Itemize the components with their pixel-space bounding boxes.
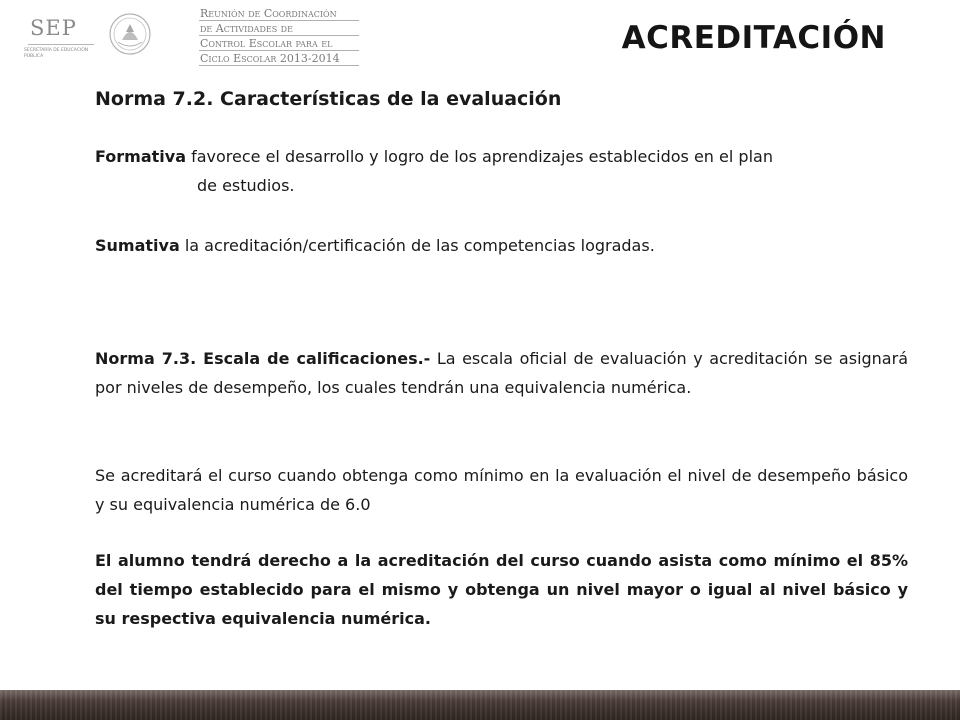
sep-logo-subtitle: SECRETARÍA DE EDUCACIÓN PÚBLICA <box>24 48 89 59</box>
formativa-text-continued: de estudios. <box>197 176 295 195</box>
formativa-paragraph <box>95 142 908 200</box>
meeting-rule <box>199 50 359 51</box>
norma73-paragraph <box>95 344 908 402</box>
sumativa-paragraph <box>95 231 908 260</box>
footer-bar <box>0 690 960 720</box>
derecho-paragraph <box>95 546 908 633</box>
meeting-line-3: Control Escolar para el <box>200 37 333 50</box>
page-title: ACREDITACIÓN <box>621 20 886 56</box>
formativa-text: favorece el desarrollo y logro de los aprendizajes establecidos en el plan <box>186 147 773 166</box>
acreditacion-paragraph <box>95 461 908 519</box>
norma73-term: Norma 7.3. Escala de calificaciones.- <box>95 349 431 368</box>
meeting-line-4: Ciclo Escolar 2013-2014 <box>200 52 340 65</box>
slide-header <box>0 0 960 80</box>
meeting-line-2: de Actividades de <box>200 22 293 35</box>
meeting-line-1: Reunión de Coordinación <box>200 7 337 20</box>
sep-logo <box>22 14 102 59</box>
meeting-title-block <box>200 6 372 70</box>
sumativa-text: la acreditación/certificación de las competencias logradas. <box>179 236 655 255</box>
section-heading: Norma 7.2. Características de la evaluación <box>95 88 562 110</box>
mexico-seal-icon <box>108 12 152 56</box>
derecho-text: El alumno tendrá derecho a la acreditación del curso cuando asista como mínimo el 85% del tiempo establecido para el mismo y obtenga un nivel mayor o igual al nivel básico y su respectiva equivalencia numérica. <box>95 551 908 628</box>
sumativa-term: Sumativa <box>95 236 180 255</box>
meeting-rule <box>199 20 359 21</box>
norma73-text: La escala oficial de evaluación y acreditación se asignará por niveles de desempeño, los cuales tendrán una equivalencia numérica. <box>95 349 908 397</box>
sep-logo-text: SEP <box>30 16 77 40</box>
sep-logo-rule <box>28 44 94 45</box>
meeting-rule <box>199 65 359 66</box>
meeting-rule <box>199 35 359 36</box>
formativa-term: Formativa <box>95 147 186 166</box>
acreditacion-text: Se acreditará el curso cuando obtenga como mínimo en la evaluación el nivel de desempeño básico y su equivalencia numérica de 6.0 <box>95 466 908 514</box>
